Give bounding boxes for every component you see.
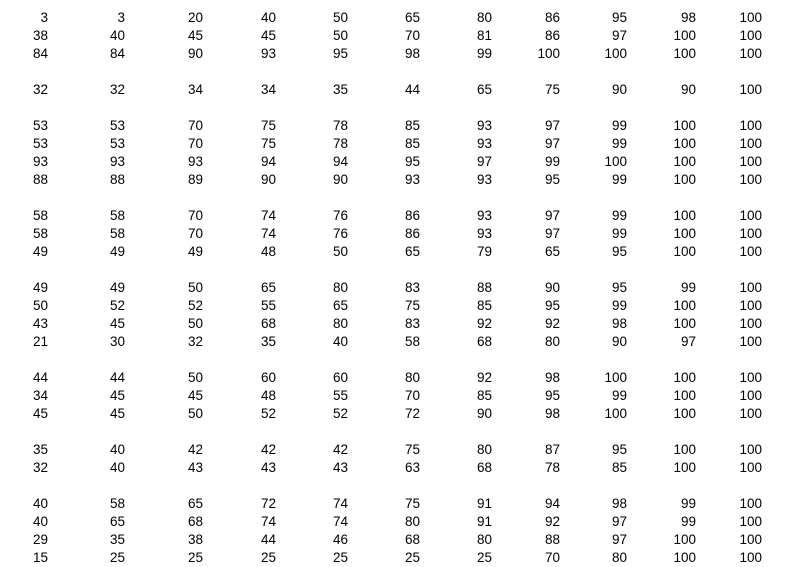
table-row bbox=[0, 549, 800, 567]
table-cell: 49 bbox=[109, 280, 125, 295]
table-cell: 100 bbox=[739, 244, 762, 259]
table-cell: 95 bbox=[544, 388, 560, 403]
table-cell: 85 bbox=[476, 298, 492, 313]
table-cell: 50 bbox=[32, 298, 48, 313]
table-cell: 52 bbox=[109, 298, 125, 313]
table-cell: 100 bbox=[739, 46, 762, 61]
table-cell: 98 bbox=[544, 370, 560, 385]
table-cell: 35 bbox=[32, 442, 48, 457]
table-cell: 97 bbox=[544, 118, 560, 133]
table-cell: 80 bbox=[332, 280, 348, 295]
table-cell: 43 bbox=[332, 460, 348, 475]
table-cell: 50 bbox=[187, 370, 203, 385]
table-cell: 72 bbox=[260, 496, 276, 511]
table-cell: 92 bbox=[476, 316, 492, 331]
table-row bbox=[0, 225, 800, 243]
table-cell: 40 bbox=[260, 10, 276, 25]
table-cell: 88 bbox=[476, 280, 492, 295]
table-cell: 100 bbox=[604, 46, 627, 61]
table-cell: 50 bbox=[332, 244, 348, 259]
table-cell: 75 bbox=[404, 442, 420, 457]
table-cell: 68 bbox=[404, 532, 420, 547]
table-cell: 100 bbox=[739, 28, 762, 43]
table-cell: 50 bbox=[187, 316, 203, 331]
table-cell: 90 bbox=[611, 334, 627, 349]
table-cell: 52 bbox=[260, 406, 276, 421]
table-cell: 53 bbox=[109, 118, 125, 133]
table-cell: 49 bbox=[109, 244, 125, 259]
table-cell: 94 bbox=[544, 496, 560, 511]
table-cell: 100 bbox=[673, 406, 696, 421]
table-cell: 80 bbox=[476, 532, 492, 547]
table-cell: 90 bbox=[260, 172, 276, 187]
table-row bbox=[0, 153, 800, 171]
table-cell: 50 bbox=[332, 28, 348, 43]
table-cell: 100 bbox=[673, 316, 696, 331]
table-cell: 98 bbox=[680, 10, 696, 25]
table-cell: 65 bbox=[404, 10, 420, 25]
table-cell: 35 bbox=[332, 82, 348, 97]
table-cell: 100 bbox=[673, 388, 696, 403]
table-cell: 99 bbox=[476, 46, 492, 61]
table-cell: 75 bbox=[544, 82, 560, 97]
table-cell: 100 bbox=[739, 136, 762, 151]
table-cell: 91 bbox=[476, 514, 492, 529]
table-cell: 40 bbox=[32, 496, 48, 511]
table-cell: 100 bbox=[673, 298, 696, 313]
table-row bbox=[0, 279, 800, 297]
table-cell: 100 bbox=[739, 280, 762, 295]
table-cell: 95 bbox=[404, 154, 420, 169]
table-cell: 78 bbox=[332, 118, 348, 133]
table-cell: 97 bbox=[611, 532, 627, 547]
table-cell: 35 bbox=[260, 334, 276, 349]
table-cell: 25 bbox=[332, 550, 348, 565]
table-cell: 49 bbox=[32, 280, 48, 295]
table-cell: 74 bbox=[332, 496, 348, 511]
table-cell: 90 bbox=[187, 46, 203, 61]
table-row bbox=[0, 45, 800, 63]
table-cell: 100 bbox=[673, 244, 696, 259]
table-cell: 50 bbox=[187, 280, 203, 295]
table-cell: 42 bbox=[187, 442, 203, 457]
table-row bbox=[0, 27, 800, 45]
table-cell: 34 bbox=[187, 82, 203, 97]
table-cell: 91 bbox=[476, 496, 492, 511]
table-cell: 45 bbox=[109, 406, 125, 421]
table-cell: 86 bbox=[544, 10, 560, 25]
table-row bbox=[0, 117, 800, 135]
table-cell: 100 bbox=[673, 460, 696, 475]
table-cell: 85 bbox=[476, 388, 492, 403]
table-cell: 63 bbox=[404, 460, 420, 475]
table-cell: 98 bbox=[404, 46, 420, 61]
table-cell: 93 bbox=[476, 208, 492, 223]
table-cell: 100 bbox=[673, 442, 696, 457]
table-cell: 32 bbox=[109, 82, 125, 97]
table-row bbox=[0, 9, 800, 27]
table-cell: 99 bbox=[544, 154, 560, 169]
table-cell: 45 bbox=[187, 388, 203, 403]
table-cell: 58 bbox=[109, 208, 125, 223]
table-cell: 68 bbox=[260, 316, 276, 331]
table-cell: 99 bbox=[680, 496, 696, 511]
table-cell: 99 bbox=[611, 172, 627, 187]
table-cell: 20 bbox=[187, 10, 203, 25]
table-cell: 92 bbox=[544, 316, 560, 331]
table-cell: 97 bbox=[611, 28, 627, 43]
table-cell: 34 bbox=[260, 82, 276, 97]
table-cell: 99 bbox=[680, 280, 696, 295]
table-cell: 58 bbox=[109, 226, 125, 241]
table-cell: 76 bbox=[332, 226, 348, 241]
table-cell: 100 bbox=[739, 532, 762, 547]
table-cell: 79 bbox=[476, 244, 492, 259]
table-cell: 88 bbox=[32, 172, 48, 187]
table-cell: 86 bbox=[404, 208, 420, 223]
table-cell: 53 bbox=[32, 136, 48, 151]
table-cell: 86 bbox=[544, 28, 560, 43]
table-cell: 21 bbox=[32, 334, 48, 349]
table-cell: 93 bbox=[187, 154, 203, 169]
table-cell: 65 bbox=[260, 280, 276, 295]
table-cell: 40 bbox=[332, 334, 348, 349]
table-cell: 99 bbox=[611, 208, 627, 223]
table-cell: 29 bbox=[32, 532, 48, 547]
table-cell: 100 bbox=[739, 550, 762, 565]
table-cell: 58 bbox=[32, 226, 48, 241]
table-cell: 58 bbox=[32, 208, 48, 223]
table-cell: 32 bbox=[187, 334, 203, 349]
table-cell: 100 bbox=[673, 370, 696, 385]
table-cell: 94 bbox=[260, 154, 276, 169]
table-row bbox=[0, 297, 800, 315]
table-cell: 65 bbox=[476, 82, 492, 97]
table-cell: 74 bbox=[260, 226, 276, 241]
table-row bbox=[0, 171, 800, 189]
table-cell: 48 bbox=[260, 244, 276, 259]
table-cell: 100 bbox=[739, 406, 762, 421]
table-cell: 25 bbox=[476, 550, 492, 565]
table-cell: 70 bbox=[187, 226, 203, 241]
table-row bbox=[0, 405, 800, 423]
table-cell: 48 bbox=[260, 388, 276, 403]
table-cell: 80 bbox=[404, 514, 420, 529]
table-cell: 70 bbox=[187, 118, 203, 133]
table-cell: 44 bbox=[109, 370, 125, 385]
table-cell: 97 bbox=[544, 136, 560, 151]
table-cell: 45 bbox=[260, 28, 276, 43]
table-cell: 38 bbox=[32, 28, 48, 43]
table-cell: 100 bbox=[604, 370, 627, 385]
table-cell: 100 bbox=[739, 298, 762, 313]
table-cell: 99 bbox=[611, 136, 627, 151]
table-cell: 99 bbox=[680, 514, 696, 529]
table-cell: 100 bbox=[739, 334, 762, 349]
table-cell: 97 bbox=[544, 226, 560, 241]
table-cell: 86 bbox=[404, 226, 420, 241]
table-cell: 68 bbox=[476, 334, 492, 349]
table-cell: 43 bbox=[260, 460, 276, 475]
table-cell: 45 bbox=[109, 316, 125, 331]
table-cell: 98 bbox=[611, 316, 627, 331]
table-cell: 100 bbox=[739, 316, 762, 331]
table-cell: 25 bbox=[187, 550, 203, 565]
table-cell: 45 bbox=[32, 406, 48, 421]
table-cell: 93 bbox=[109, 154, 125, 169]
table-cell: 65 bbox=[404, 244, 420, 259]
table-cell: 35 bbox=[109, 532, 125, 547]
table-cell: 92 bbox=[476, 370, 492, 385]
table-cell: 80 bbox=[476, 10, 492, 25]
table-cell: 85 bbox=[404, 118, 420, 133]
table-cell: 70 bbox=[544, 550, 560, 565]
table-cell: 84 bbox=[32, 46, 48, 61]
table-cell: 60 bbox=[260, 370, 276, 385]
table-cell: 100 bbox=[673, 46, 696, 61]
table-cell: 98 bbox=[611, 496, 627, 511]
table-cell: 75 bbox=[260, 136, 276, 151]
table-cell: 100 bbox=[739, 154, 762, 169]
table-cell: 50 bbox=[187, 406, 203, 421]
table-cell: 45 bbox=[109, 388, 125, 403]
table-cell: 100 bbox=[739, 118, 762, 133]
table-cell: 95 bbox=[611, 442, 627, 457]
table-cell: 68 bbox=[476, 460, 492, 475]
table-cell: 76 bbox=[332, 208, 348, 223]
table-cell: 49 bbox=[187, 244, 203, 259]
table-cell: 92 bbox=[544, 514, 560, 529]
table-cell: 94 bbox=[332, 154, 348, 169]
table-cell: 83 bbox=[404, 280, 420, 295]
table-row bbox=[0, 387, 800, 405]
table-cell: 45 bbox=[187, 28, 203, 43]
table-row bbox=[0, 81, 800, 99]
table-row bbox=[0, 459, 800, 477]
table-cell: 100 bbox=[739, 226, 762, 241]
table-cell: 100 bbox=[673, 172, 696, 187]
table-cell: 32 bbox=[32, 460, 48, 475]
table-cell: 40 bbox=[32, 514, 48, 529]
table-cell: 83 bbox=[404, 316, 420, 331]
table-cell: 93 bbox=[476, 172, 492, 187]
table-cell: 90 bbox=[611, 82, 627, 97]
table-cell: 95 bbox=[544, 172, 560, 187]
table-cell: 65 bbox=[544, 244, 560, 259]
table-cell: 85 bbox=[404, 136, 420, 151]
table-cell: 100 bbox=[739, 172, 762, 187]
table-cell: 65 bbox=[332, 298, 348, 313]
table-cell: 42 bbox=[332, 442, 348, 457]
table-cell: 85 bbox=[611, 460, 627, 475]
table-cell: 100 bbox=[739, 460, 762, 475]
table-cell: 58 bbox=[404, 334, 420, 349]
table-row bbox=[0, 513, 800, 531]
table-row bbox=[0, 135, 800, 153]
table-cell: 40 bbox=[109, 28, 125, 43]
table-cell: 100 bbox=[673, 28, 696, 43]
table-cell: 93 bbox=[476, 118, 492, 133]
table-cell: 99 bbox=[611, 118, 627, 133]
table-cell: 53 bbox=[109, 136, 125, 151]
table-cell: 95 bbox=[332, 46, 348, 61]
table-cell: 88 bbox=[544, 532, 560, 547]
table-cell: 88 bbox=[109, 172, 125, 187]
table-cell: 75 bbox=[404, 298, 420, 313]
table-cell: 90 bbox=[544, 280, 560, 295]
table-cell: 46 bbox=[332, 532, 348, 547]
table-cell: 49 bbox=[32, 244, 48, 259]
table-cell: 95 bbox=[544, 298, 560, 313]
table-cell: 93 bbox=[404, 172, 420, 187]
table-cell: 95 bbox=[611, 244, 627, 259]
table-cell: 100 bbox=[739, 370, 762, 385]
table-cell: 30 bbox=[109, 334, 125, 349]
table-cell: 52 bbox=[187, 298, 203, 313]
table-cell: 81 bbox=[476, 28, 492, 43]
table-cell: 100 bbox=[739, 82, 762, 97]
table-cell: 40 bbox=[109, 460, 125, 475]
table-cell: 100 bbox=[673, 208, 696, 223]
table-cell: 95 bbox=[611, 10, 627, 25]
table-cell: 100 bbox=[673, 136, 696, 151]
table-row bbox=[0, 495, 800, 513]
table-cell: 100 bbox=[604, 154, 627, 169]
table-cell: 52 bbox=[332, 406, 348, 421]
table-cell: 75 bbox=[404, 496, 420, 511]
table-cell: 100 bbox=[604, 406, 627, 421]
table-cell: 75 bbox=[260, 118, 276, 133]
table-cell: 65 bbox=[187, 496, 203, 511]
table-cell: 80 bbox=[611, 550, 627, 565]
table-cell: 68 bbox=[187, 514, 203, 529]
table-cell: 34 bbox=[32, 388, 48, 403]
table-cell: 25 bbox=[109, 550, 125, 565]
table-cell: 100 bbox=[739, 496, 762, 511]
table-cell: 93 bbox=[476, 136, 492, 151]
table-cell: 100 bbox=[739, 442, 762, 457]
table-cell: 100 bbox=[673, 154, 696, 169]
table-cell: 70 bbox=[404, 388, 420, 403]
table-cell: 80 bbox=[544, 334, 560, 349]
table-cell: 65 bbox=[109, 514, 125, 529]
table-row bbox=[0, 441, 800, 459]
table-cell: 60 bbox=[332, 370, 348, 385]
table-cell: 55 bbox=[260, 298, 276, 313]
table-cell: 97 bbox=[611, 514, 627, 529]
table-cell: 55 bbox=[332, 388, 348, 403]
table-cell: 100 bbox=[739, 388, 762, 403]
table-cell: 97 bbox=[476, 154, 492, 169]
table-cell: 74 bbox=[260, 514, 276, 529]
table-cell: 100 bbox=[673, 118, 696, 133]
table-cell: 74 bbox=[332, 514, 348, 529]
table-cell: 87 bbox=[544, 442, 560, 457]
table-cell: 3 bbox=[117, 10, 125, 25]
table-cell: 100 bbox=[673, 532, 696, 547]
table-row bbox=[0, 207, 800, 225]
table-cell: 72 bbox=[404, 406, 420, 421]
table-cell: 15 bbox=[32, 550, 48, 565]
table-cell: 100 bbox=[739, 514, 762, 529]
table-cell: 43 bbox=[32, 316, 48, 331]
table-cell: 99 bbox=[611, 226, 627, 241]
table-cell: 100 bbox=[739, 10, 762, 25]
table-cell: 43 bbox=[187, 460, 203, 475]
table-row bbox=[0, 243, 800, 261]
table-cell: 95 bbox=[611, 280, 627, 295]
table-cell: 97 bbox=[680, 334, 696, 349]
table-cell: 25 bbox=[404, 550, 420, 565]
table-cell: 74 bbox=[260, 208, 276, 223]
table-cell: 98 bbox=[544, 406, 560, 421]
table-cell: 80 bbox=[404, 370, 420, 385]
table-cell: 84 bbox=[109, 46, 125, 61]
table-cell: 100 bbox=[739, 208, 762, 223]
table-cell: 100 bbox=[673, 226, 696, 241]
table-cell: 50 bbox=[332, 10, 348, 25]
table-cell: 44 bbox=[404, 82, 420, 97]
table-cell: 58 bbox=[109, 496, 125, 511]
table-row bbox=[0, 369, 800, 387]
table-row bbox=[0, 315, 800, 333]
table-cell: 70 bbox=[187, 208, 203, 223]
table-cell: 70 bbox=[187, 136, 203, 151]
table-cell: 93 bbox=[476, 226, 492, 241]
table-cell: 32 bbox=[32, 82, 48, 97]
table-cell: 44 bbox=[260, 532, 276, 547]
table-cell: 70 bbox=[404, 28, 420, 43]
table-cell: 38 bbox=[187, 532, 203, 547]
table-row bbox=[0, 531, 800, 549]
table-cell: 78 bbox=[332, 136, 348, 151]
table-cell: 99 bbox=[611, 298, 627, 313]
table-cell: 78 bbox=[544, 460, 560, 475]
table-cell: 100 bbox=[673, 550, 696, 565]
table-cell: 40 bbox=[109, 442, 125, 457]
table-cell: 100 bbox=[537, 46, 560, 61]
table-cell: 53 bbox=[32, 118, 48, 133]
table-cell: 80 bbox=[332, 316, 348, 331]
table-cell: 97 bbox=[544, 208, 560, 223]
table-cell: 90 bbox=[476, 406, 492, 421]
table-cell: 44 bbox=[32, 370, 48, 385]
table-cell: 80 bbox=[476, 442, 492, 457]
table-cell: 3 bbox=[40, 10, 48, 25]
table-cell: 42 bbox=[260, 442, 276, 457]
table-cell: 90 bbox=[332, 172, 348, 187]
table-cell: 90 bbox=[680, 82, 696, 97]
table-cell: 93 bbox=[32, 154, 48, 169]
table-cell: 93 bbox=[260, 46, 276, 61]
table-cell: 89 bbox=[187, 172, 203, 187]
table-cell: 99 bbox=[611, 388, 627, 403]
table-cell: 25 bbox=[260, 550, 276, 565]
table-row bbox=[0, 333, 800, 351]
